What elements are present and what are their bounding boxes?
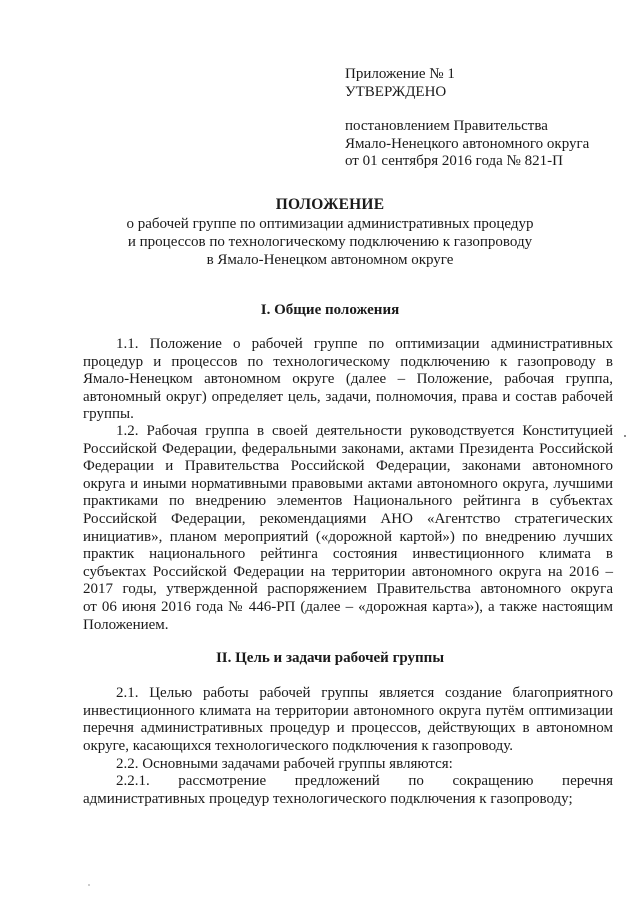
paragraph-line: округа и иными нормативными правовыми актами автономного округа, лучшими bbox=[83, 475, 613, 492]
paragraph-line: от 06 июня 2016 года № 446-РП (далее – «дорожная карта»), а также настоящим bbox=[83, 598, 613, 615]
section-1-heading: I. Общие положения bbox=[260, 302, 400, 318]
paragraph-2-2-1 bbox=[83, 773, 613, 808]
paragraph-1-1 bbox=[83, 336, 613, 424]
paragraph-line: инициатив», планом мероприятий («дорожной картой») по внедрению лучших bbox=[83, 528, 613, 545]
document-subtitle-line-2: и процессов по технологическому подключению к газопроводу bbox=[127, 234, 533, 250]
paragraph-line: автономный округ) определяет цель, задачи, полномочия, права и состав рабочей bbox=[83, 388, 613, 405]
paragraph-2-2 bbox=[83, 756, 613, 774]
approval-block bbox=[345, 66, 625, 171]
paragraph-line: 1.2. Рабочая группа в своей деятельности руководствуется Конституцией bbox=[116, 423, 613, 439]
appendix-number: Приложение № 1 bbox=[345, 66, 455, 82]
paragraph-line: 2.2. Основными задачами рабочей группы являются: bbox=[116, 756, 453, 772]
paragraph-line: процедур и процессов по технологическому подключению к газопроводу в bbox=[83, 353, 613, 370]
paragraph-line: 2017 годы, утвержденной распоряжением Правительства автономного округа bbox=[83, 581, 613, 598]
paragraph-line: 2.2.1. рассмотрение предложений по сокращению перечня bbox=[116, 773, 613, 789]
paragraph-line: Положением. bbox=[83, 616, 169, 633]
paragraph-line: перечня административных процедур и процессов, действующих в автономном bbox=[83, 720, 613, 737]
document-title: ПОЛОЖЕНИЕ bbox=[275, 196, 385, 213]
scan-speck bbox=[88, 884, 90, 886]
document-subtitle-line-3: в Ямало-Ненецком автономном округе bbox=[206, 252, 454, 268]
document-title-block bbox=[60, 196, 600, 269]
resolution-line: постановлением Правительства bbox=[345, 118, 548, 134]
resolution-date-line: от 01 сентября 2016 года № 821-П bbox=[345, 153, 563, 169]
paragraph-line: практик национального рейтинга состояния инвестиционного климата в bbox=[83, 546, 613, 563]
paragraph-line: Ямало-Ненецком автономном округе (далее – Положение, рабочая группа, bbox=[83, 371, 613, 388]
paragraph-line: округе, касающихся технологического подключения к газопроводу. bbox=[83, 737, 514, 754]
paragraph-line: инвестиционного климата на территории автономного округа путём оптимизации bbox=[83, 702, 613, 719]
paragraph-line: 2.1. Целью работы рабочей группы является создание благоприятного bbox=[116, 685, 613, 701]
paragraph-line: Федерации и Правительства Российской Федерации, законами автономного bbox=[83, 458, 613, 475]
document-subtitle-line-1: о рабочей группе по оптимизации административных процедур bbox=[126, 216, 534, 232]
paragraph-line: Российской Федерации, рекомендациями АНО «Агентство стратегических bbox=[83, 510, 613, 527]
section-2-heading: II. Цель и задачи рабочей группы bbox=[215, 650, 445, 666]
paragraph-1-2 bbox=[83, 423, 613, 634]
paragraph-line: группы. bbox=[83, 406, 134, 423]
scan-edge-mark bbox=[624, 435, 626, 437]
paragraph-line: 1.1. Положение о рабочей группе по оптимизации административных bbox=[116, 336, 613, 352]
approved-label: УТВЕРЖДЕНО bbox=[345, 83, 447, 100]
government-line: Ямало-Ненецкого автономного округа bbox=[345, 135, 590, 152]
paragraph-2-1 bbox=[83, 685, 613, 755]
approval-gap bbox=[345, 101, 625, 118]
paragraph-line: Российской Федерации, федеральными законами, актами Президента Российской bbox=[83, 440, 613, 457]
paragraph-line: административных процедур технологического подключения к газопроводу; bbox=[83, 790, 573, 807]
paragraph-line: субъектах Российской Федерации на территории автономного округа на 2016 – bbox=[83, 563, 613, 580]
paragraph-line: практиками по внедрению элементов Национального рейтинга в субъектах bbox=[83, 493, 613, 510]
